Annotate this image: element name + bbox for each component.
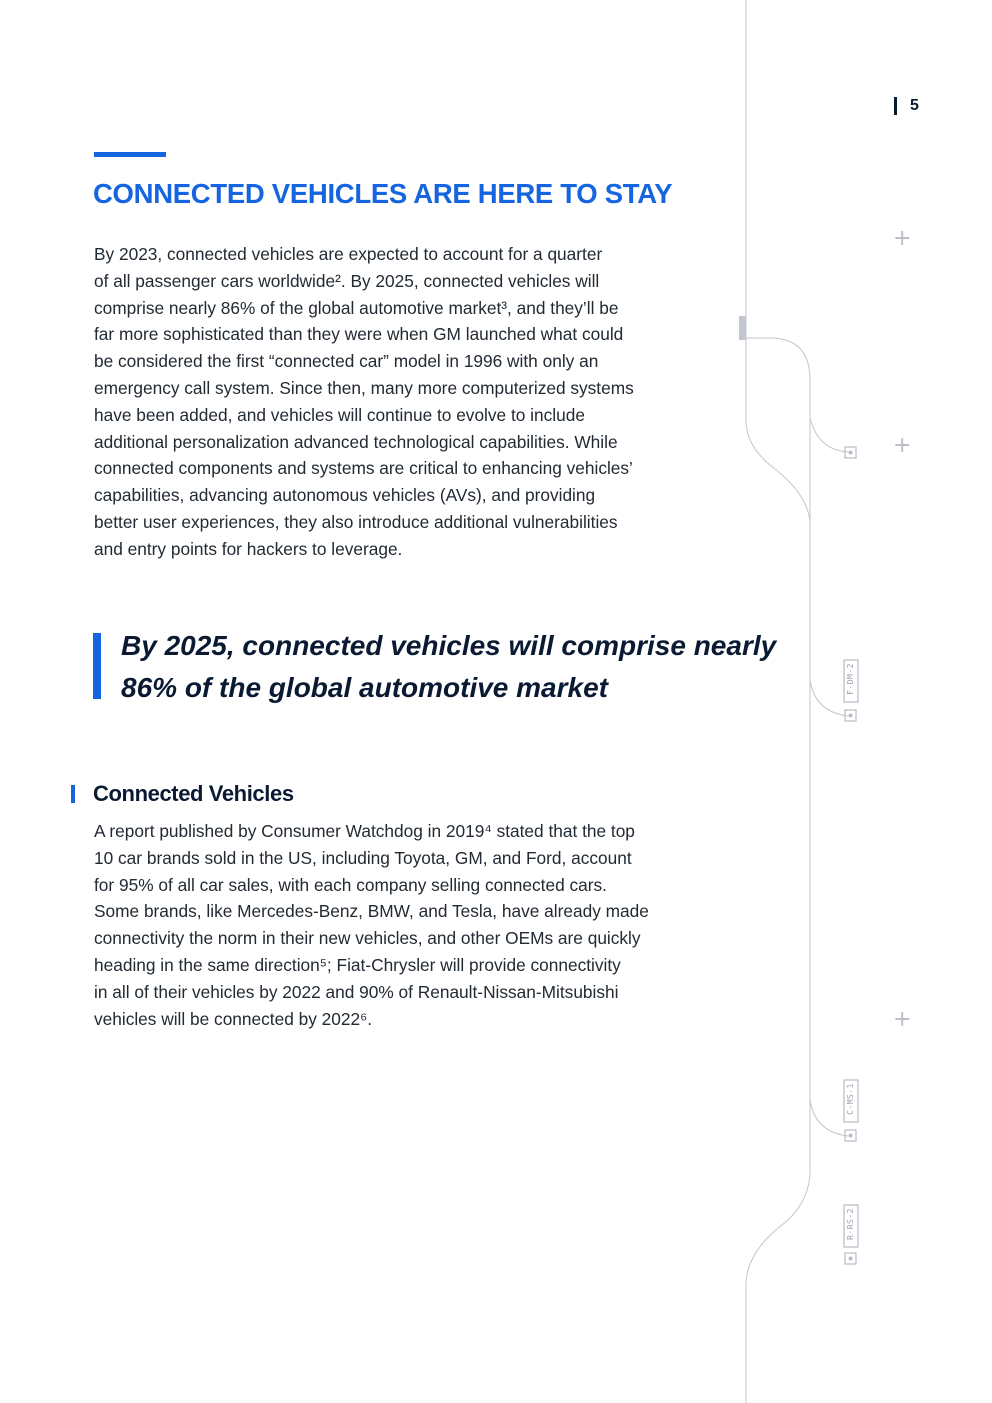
circuit-node-dot-4 <box>849 1257 853 1261</box>
circuit-branch-2 <box>810 418 848 452</box>
plus-icon: + <box>893 433 912 458</box>
title-accent-rule <box>94 152 166 157</box>
circuit-tag-label: R-RS-2 <box>846 1208 855 1240</box>
subsection-title: Connected Vehicles <box>93 781 294 806</box>
subsection-marker <box>71 785 75 803</box>
circuit-tag-label: F-DM-2 <box>846 663 855 695</box>
pull-quote-bar <box>93 633 101 699</box>
circuit-branch-4 <box>810 1100 848 1136</box>
circuit-branch-3 <box>810 680 848 716</box>
circuit-tag-label: C-MS-1 <box>846 1083 855 1115</box>
plus-icon: + <box>893 1007 912 1032</box>
circuit-node-dot-3 <box>849 1134 853 1138</box>
plus-icon: + <box>893 226 912 251</box>
circuit-node-dot-2 <box>849 714 853 718</box>
intro-paragraph: By 2023, connected vehicles are expected to account for a quarter of all passenger cars worldwide². By 2025, connected vehicles will comprise nearly 86% of the global automotive market³, and they’ll be far more sophisticated than they were when GM launched what could be considered the first “connected car” model in 1996 with only an emergency call system. Since then, many more computerized systems have been added, and vehicles will continue to evolve to include additional personalization advanced technological capabilities. While connected components and systems are critical to enhancing vehicles’ capabilities, advancing autonomous vehicles (AVs), and providing better user experiences, they also introduce additional vulnerabilities and entry points for hackers to leverage. <box>94 244 634 559</box>
circuit-branch-1 <box>744 338 810 525</box>
pull-quote: By 2025, connected vehicles will comprise nearly 86% of the global automotive market <box>121 630 777 703</box>
circuit-connector <box>739 316 746 340</box>
page-number: 5 <box>910 97 919 114</box>
circuit-node-dot-1 <box>849 451 853 455</box>
subsection-paragraph: A report published by Consumer Watchdog in 2019⁴ stated that the top 10 car brands sold in the US, including Toyota, GM, and Ford, account for 95% of all car sales, with each company selling connected cars. Some brands, like Mercedes-Benz, BMW, and Tesla, have already made connectivity the norm in their new vehicles, and other OEMs are quickly heading in the same direction⁵; Fiat-Chrysler will provide connectivity in all of their vehicles by 2022 and 90% of Renault-Nissan-Mitsubishi vehicles will be connected by 2022⁶. <box>94 821 649 1029</box>
section-title: CONNECTED VEHICLES ARE HERE TO STAY <box>93 178 673 209</box>
